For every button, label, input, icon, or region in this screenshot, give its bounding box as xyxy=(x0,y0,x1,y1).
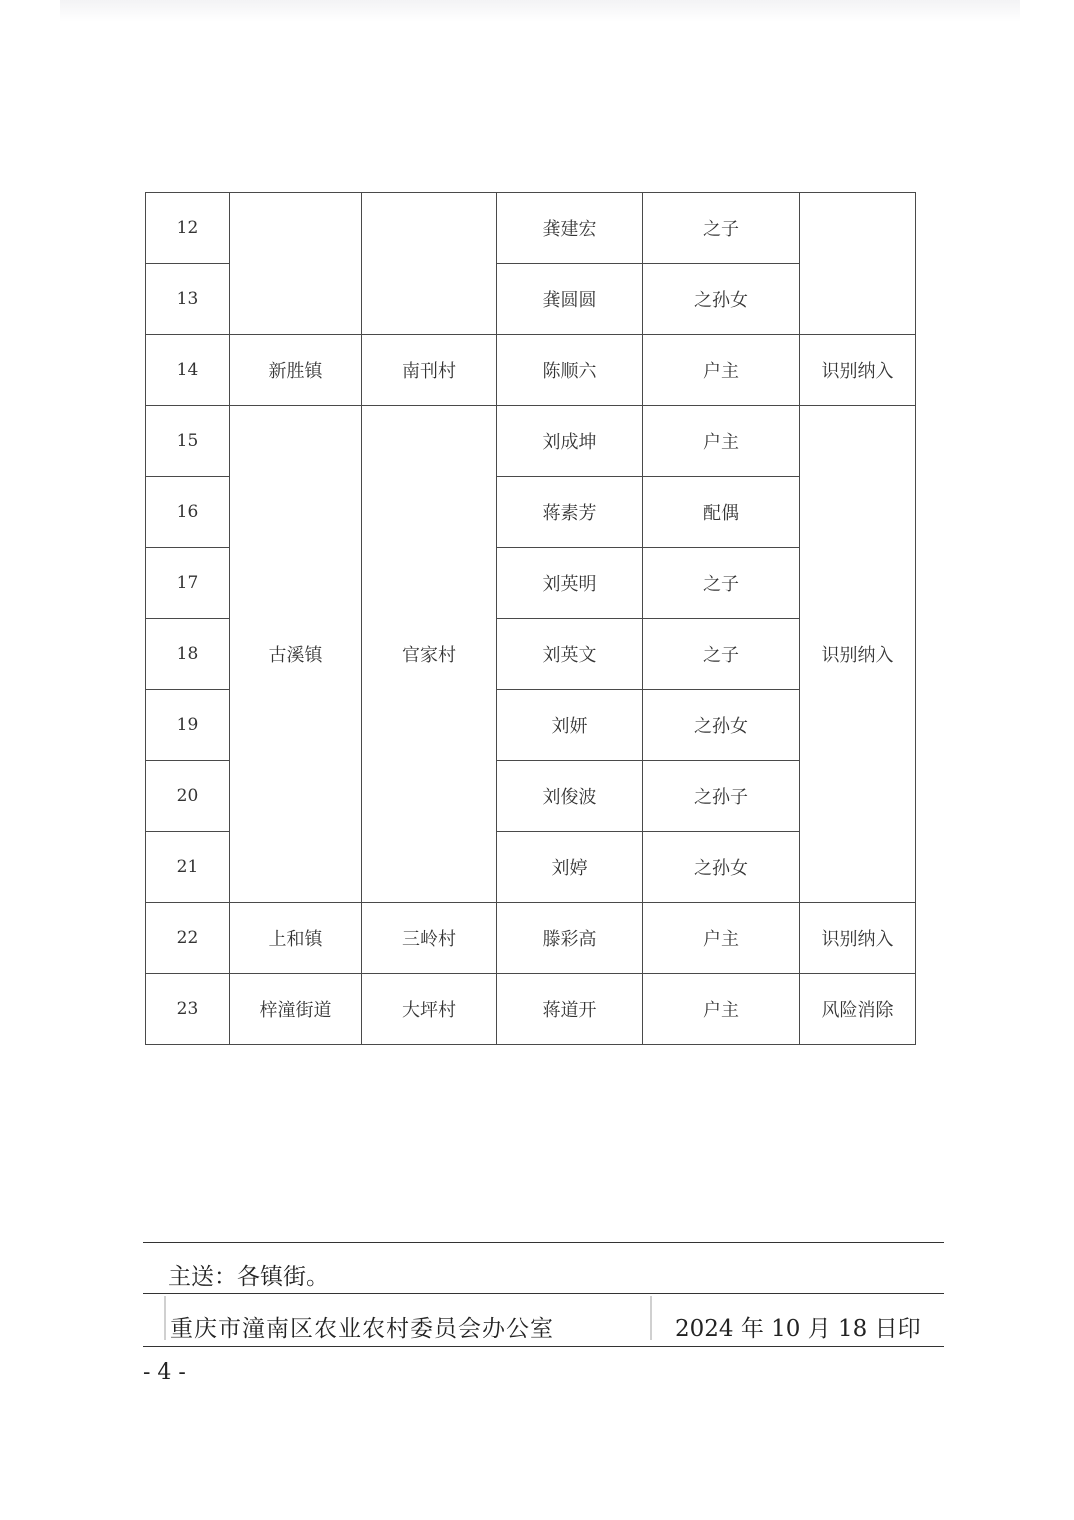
person-name: 刘成坤 xyxy=(497,406,643,477)
town-cell: 古溪镇 xyxy=(230,406,362,903)
relation-cell: 配偶 xyxy=(643,477,800,548)
row-number: 15 xyxy=(146,406,230,477)
person-name: 陈顺六 xyxy=(497,335,643,406)
footer-top-rule xyxy=(143,1242,944,1243)
row-number: 17 xyxy=(146,548,230,619)
person-name: 刘英文 xyxy=(497,619,643,690)
status-cell xyxy=(800,193,916,335)
row-number: 21 xyxy=(146,832,230,903)
scan-top-shadow xyxy=(60,0,1020,22)
relation-cell: 户主 xyxy=(643,406,800,477)
page-number: - 4 - xyxy=(143,1360,186,1385)
footer-bottom-rule xyxy=(143,1346,944,1347)
person-name: 刘英明 xyxy=(497,548,643,619)
relation-cell: 户主 xyxy=(643,335,800,406)
person-name: 刘俊波 xyxy=(497,761,643,832)
town-cell: 上和镇 xyxy=(230,903,362,974)
village-cell: 官家村 xyxy=(362,406,497,903)
relation-cell: 之孙女 xyxy=(643,690,800,761)
town-cell: 梓潼街道 xyxy=(230,974,362,1045)
person-name: 龚圆圆 xyxy=(497,264,643,335)
village-cell: 大坪村 xyxy=(362,974,497,1045)
person-name: 蒋道开 xyxy=(497,974,643,1045)
status-cell: 识别纳入 xyxy=(800,903,916,974)
print-date: 2024 年 10 月 18 日印 xyxy=(675,1316,921,1342)
relation-cell: 之孙女 xyxy=(643,832,800,903)
town-cell: 新胜镇 xyxy=(230,335,362,406)
relation-cell: 之子 xyxy=(643,548,800,619)
person-name: 滕彩高 xyxy=(497,903,643,974)
person-name: 蒋素芳 xyxy=(497,477,643,548)
person-name: 龚建宏 xyxy=(497,193,643,264)
relation-cell: 之子 xyxy=(643,619,800,690)
scan-artifact xyxy=(650,1296,652,1340)
relation-cell: 之孙女 xyxy=(643,264,800,335)
table-row xyxy=(146,974,916,1045)
status-cell: 识别纳入 xyxy=(800,335,916,406)
relation-cell: 之子 xyxy=(643,193,800,264)
table-row xyxy=(146,903,916,974)
table-row xyxy=(146,335,916,406)
row-number: 14 xyxy=(146,335,230,406)
table-row xyxy=(146,193,916,264)
person-name: 刘妍 xyxy=(497,690,643,761)
issuing-office: 重庆市潼南区农业农村委员会办公室 xyxy=(170,1316,554,1342)
roster-table xyxy=(145,192,916,1045)
row-number: 22 xyxy=(146,903,230,974)
table-row xyxy=(146,406,916,477)
status-cell: 识别纳入 xyxy=(800,406,916,903)
village-cell: 南刊村 xyxy=(362,335,497,406)
relation-cell: 之孙子 xyxy=(643,761,800,832)
recipients-line: 主送：各镇街。 xyxy=(168,1264,329,1290)
row-number: 18 xyxy=(146,619,230,690)
row-number: 12 xyxy=(146,193,230,264)
row-number: 23 xyxy=(146,974,230,1045)
relation-cell: 户主 xyxy=(643,974,800,1045)
status-cell: 风险消除 xyxy=(800,974,916,1045)
town-cell xyxy=(230,193,362,335)
row-number: 20 xyxy=(146,761,230,832)
row-number: 19 xyxy=(146,690,230,761)
row-number: 16 xyxy=(146,477,230,548)
village-cell xyxy=(362,193,497,335)
village-cell: 三岭村 xyxy=(362,903,497,974)
row-number: 13 xyxy=(146,264,230,335)
scan-artifact xyxy=(164,1296,166,1340)
relation-cell: 户主 xyxy=(643,903,800,974)
person-name: 刘婷 xyxy=(497,832,643,903)
footer-middle-rule xyxy=(143,1293,944,1294)
